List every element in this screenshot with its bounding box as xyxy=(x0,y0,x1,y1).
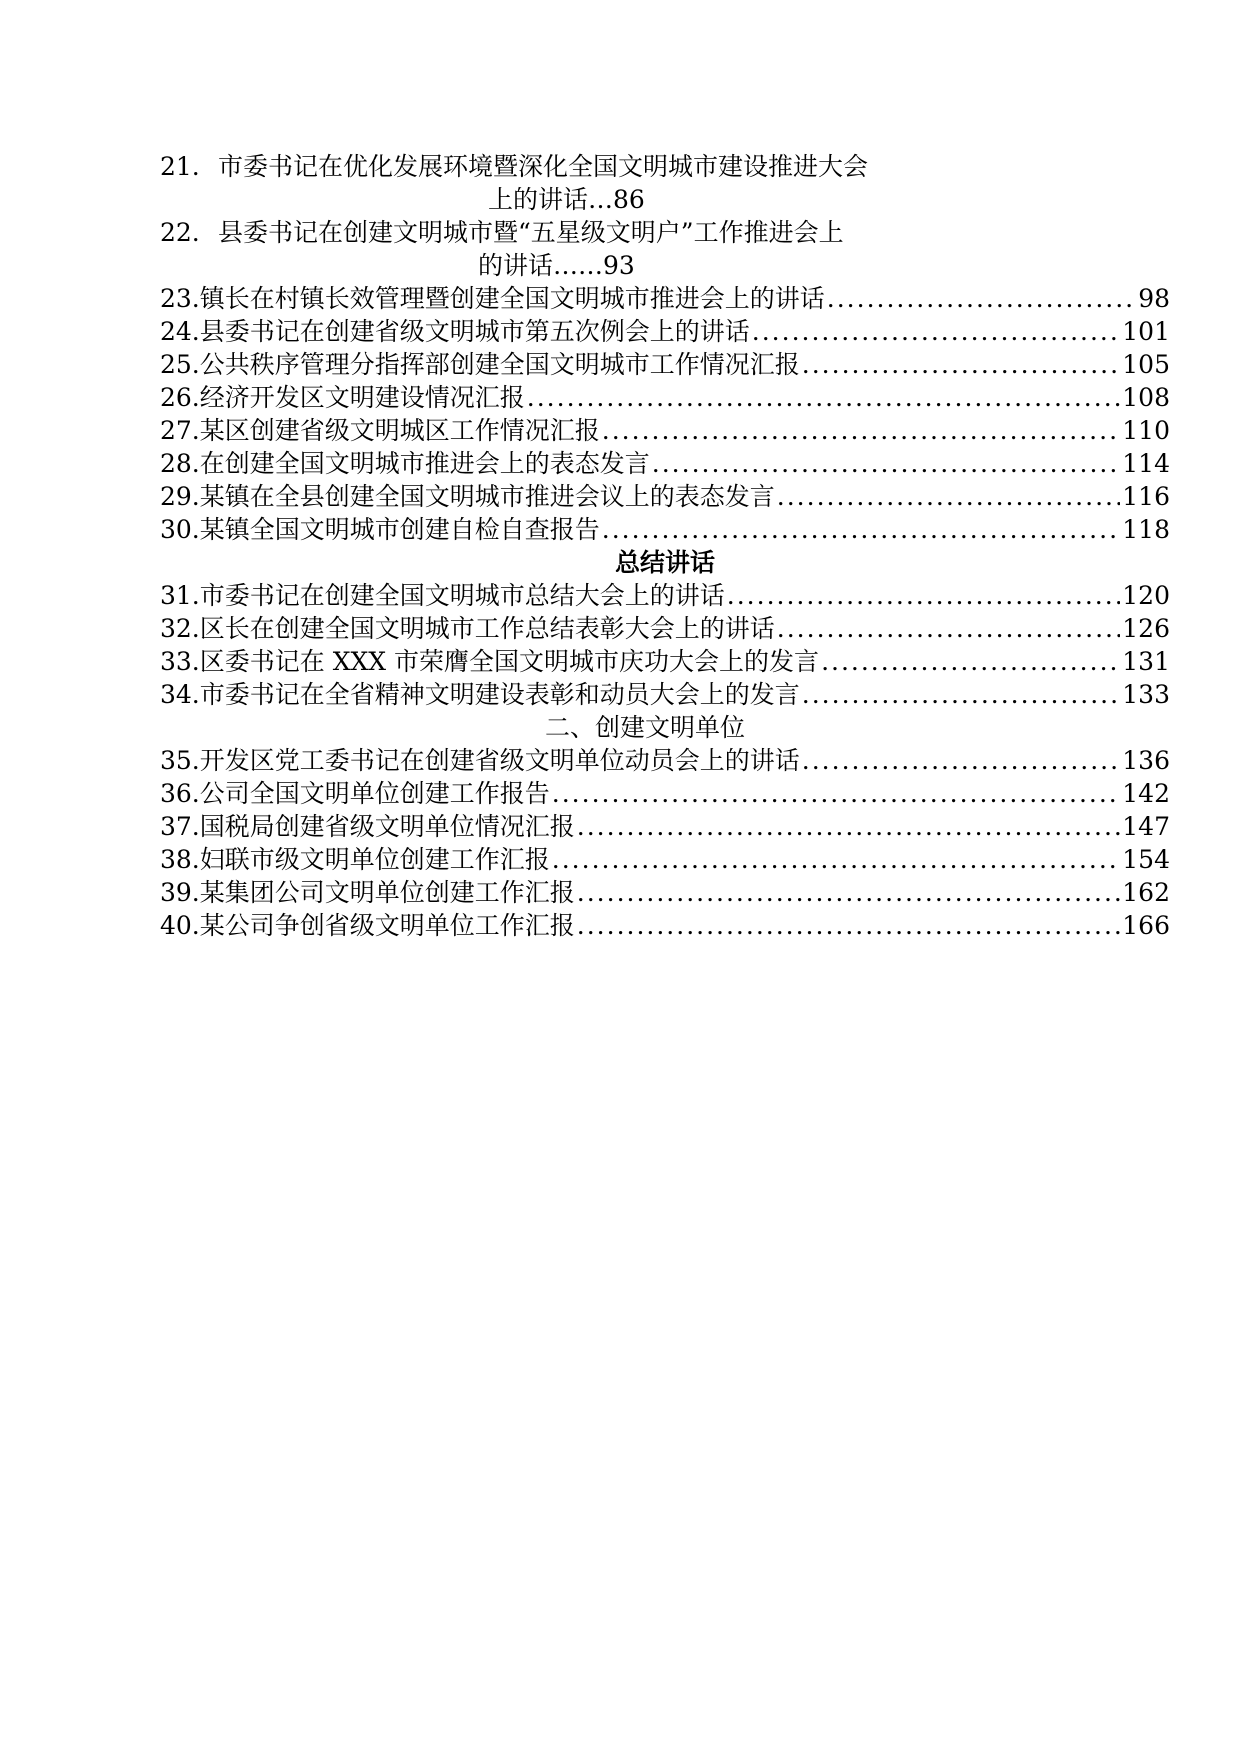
entry-title: 经济开发区文明建设情况汇报 xyxy=(199,383,525,412)
entry-page-number: 136 xyxy=(1122,746,1170,775)
entry-page-number: 154 xyxy=(1122,845,1170,874)
entry-title: 某集团公司文明单位创建工作汇报 xyxy=(199,878,575,907)
entry-number: 28. xyxy=(160,449,200,478)
section-heading-units: 二、创建文明单位 xyxy=(544,713,745,742)
toc-entry[interactable] xyxy=(160,381,1170,414)
entry-number: 33. xyxy=(160,647,200,676)
entry-number: 24. xyxy=(160,317,200,346)
entry-title: 在创建全国文明城市推进会上的表态发言 xyxy=(199,449,650,478)
toc-group-c xyxy=(160,744,1170,942)
entry-title: 县委书记在创建文明城市暨“五星级文明户”工作推进会上 xyxy=(218,218,844,247)
entry-title: 区长在创建全国文明城市工作总结表彰大会上的讲话 xyxy=(199,614,775,643)
entry-number: 21. xyxy=(160,152,200,181)
entry-number: 32. xyxy=(160,614,200,643)
entry-number: 25. xyxy=(160,350,200,379)
entry-page-number: 114 xyxy=(1122,449,1170,478)
entry-number: 36. xyxy=(160,779,200,808)
entry-title: 县委书记在创建省级文明城市第五次例会上的讲话 xyxy=(199,317,750,346)
dot-leader xyxy=(652,447,1121,480)
entry-page-number: 133 xyxy=(1122,680,1170,709)
entry-title: 市委书记在创建全国文明城市总结大会上的讲话 xyxy=(199,581,725,610)
dot-leader xyxy=(777,612,1121,645)
entry-number: 30. xyxy=(160,515,200,544)
entry-number: 34. xyxy=(160,680,200,709)
entry-title: 某镇全国文明城市创建自检自查报告 xyxy=(199,515,600,544)
entry-page-number: 142 xyxy=(1122,779,1170,808)
toc-entry[interactable] xyxy=(160,447,1170,480)
entry-title: 开发区党工委书记在创建省级文明单位动员会上的讲话 xyxy=(199,746,800,775)
entry-page-number: 108 xyxy=(1122,383,1170,412)
toc-entry[interactable] xyxy=(160,678,1170,711)
dot-leader xyxy=(827,282,1136,315)
dot-leader xyxy=(802,348,1121,381)
entry-page-number: 105 xyxy=(1122,350,1170,379)
entry-page-number: 116 xyxy=(1122,482,1170,511)
dot-leader xyxy=(602,414,1121,447)
dot-leader xyxy=(727,579,1121,612)
entry-number: 38. xyxy=(160,845,200,874)
entry-title: 某区创建省级文明城区工作情况汇报 xyxy=(199,416,600,445)
entry-title-continuation: 的讲话……93 xyxy=(478,251,635,280)
entry-number: 37. xyxy=(160,812,200,841)
entry-title: 国税局创建省级文明单位情况汇报 xyxy=(199,812,575,841)
entry-number: 35. xyxy=(160,746,200,775)
section-heading-summary: 总结讲话 xyxy=(614,548,715,577)
dot-leader xyxy=(777,480,1121,513)
toc-entry[interactable] xyxy=(160,744,1170,777)
entry-number: 27. xyxy=(160,416,200,445)
entry-number: 26. xyxy=(160,383,200,412)
toc-group-a xyxy=(160,282,1170,546)
entry-page-number: 120 xyxy=(1122,581,1170,610)
dot-leader xyxy=(802,744,1121,777)
entry-page-number: 110 xyxy=(1122,416,1170,445)
dot-leader xyxy=(752,315,1121,348)
entry-page-number: 162 xyxy=(1122,878,1170,907)
toc-group-b xyxy=(160,579,1170,711)
dot-leader xyxy=(577,909,1121,942)
entry-title: 妇联市级文明单位创建工作汇报 xyxy=(199,845,550,874)
toc-entry[interactable] xyxy=(160,876,1170,909)
entry-number: 29. xyxy=(160,482,200,511)
entry-title-continuation: 上的讲话…86 xyxy=(488,185,645,214)
entry-page-number: 131 xyxy=(1122,647,1170,676)
entry-page-number: 126 xyxy=(1122,614,1170,643)
toc-entry[interactable] xyxy=(160,612,1170,645)
entry-title: 某公司争创省级文明单位工作汇报 xyxy=(199,911,575,940)
entry-title: 公司全国文明单位创建工作报告 xyxy=(199,779,550,808)
toc-entry[interactable] xyxy=(160,315,1170,348)
entry-page-number: 147 xyxy=(1122,812,1170,841)
toc-entry-22[interactable] xyxy=(160,216,1170,282)
toc-entry[interactable] xyxy=(160,777,1170,810)
dot-leader xyxy=(602,513,1121,546)
dot-leader xyxy=(802,678,1121,711)
entry-number: 39. xyxy=(160,878,200,907)
dot-leader xyxy=(552,843,1121,876)
toc-entry[interactable] xyxy=(160,810,1170,843)
entry-title: 区委书记在 XXX 市荣膺全国文明城市庆功大会上的发言 xyxy=(199,647,820,676)
toc-entry-21[interactable] xyxy=(160,150,1170,216)
dot-leader xyxy=(577,810,1121,843)
entry-page-number: 98 xyxy=(1138,284,1170,313)
toc-entry[interactable] xyxy=(160,348,1170,381)
dot-leader xyxy=(552,777,1121,810)
toc-entry[interactable] xyxy=(160,579,1170,612)
toc-entry[interactable] xyxy=(160,480,1170,513)
table-of-contents xyxy=(160,150,1170,942)
entry-title: 市委书记在全省精神文明建设表彰和动员大会上的发言 xyxy=(199,680,800,709)
toc-entry[interactable] xyxy=(160,282,1170,315)
toc-entry[interactable] xyxy=(160,414,1170,447)
entry-title: 镇长在村镇长效管理暨创建全国文明城市推进会上的讲话 xyxy=(199,284,825,313)
entry-title: 公共秩序管理分指挥部创建全国文明城市工作情况汇报 xyxy=(199,350,800,379)
entry-title: 市委书记在优化发展环境暨深化全国文明城市建设推进大会 xyxy=(218,152,869,181)
entry-title: 某镇在全县创建全国文明城市推进会议上的表态发言 xyxy=(199,482,775,511)
entry-number: 40. xyxy=(160,911,200,940)
entry-number: 31. xyxy=(160,581,200,610)
toc-entry[interactable] xyxy=(160,909,1170,942)
entry-number: 23. xyxy=(160,284,200,313)
toc-entry[interactable] xyxy=(160,843,1170,876)
toc-entry[interactable] xyxy=(160,513,1170,546)
entry-number: 22. xyxy=(160,218,200,247)
toc-entry[interactable] xyxy=(160,645,1170,678)
entry-page-number: 101 xyxy=(1122,317,1170,346)
dot-leader xyxy=(527,381,1121,414)
dot-leader xyxy=(577,876,1121,909)
dot-leader xyxy=(821,645,1120,678)
entry-page-number: 166 xyxy=(1122,911,1170,940)
entry-page-number: 118 xyxy=(1122,515,1170,544)
